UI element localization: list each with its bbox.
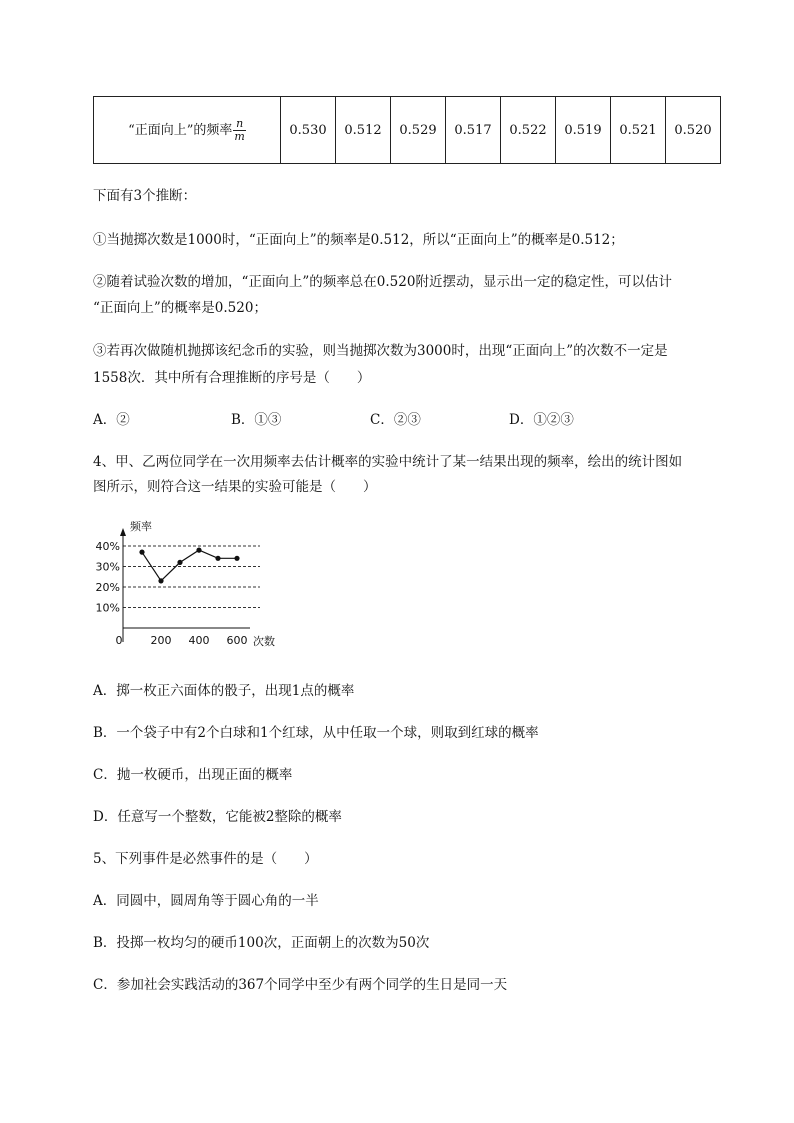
frequency-line-chart [90,512,290,652]
q3-inference-2-line-1: ②随着试验次数的增加，“正面向上”的频率总在0.520附近摆动，显示出一定的稳定性，可以估计 [93,274,672,290]
q3-intro: 下面有3个推断： [93,188,197,204]
series-line [142,550,237,581]
q5-option-c: C．参加社会实践活动的367个同学中至少有两个同学的生日是同一天 [93,977,508,993]
table-cell: 0.519 [556,97,611,164]
x-tick-labels [116,634,248,647]
y-axis-label: 频率 [130,520,152,533]
q3-option-b: B．①③ [231,412,282,428]
q4-option-a: A．掷一枚正六面体的骰子，出现1点的概率 [93,683,355,699]
data-point [234,556,239,561]
q3-option-a: A．② [93,412,130,428]
q3-inference-1: ①当抛掷次数是1000时，“正面向上”的频率是0.512，所以“正面向上”的概率是0.512； [93,232,624,248]
q3-inference-3-line-2: 1558次．其中所有合理推断的序号是（ ） [93,370,371,386]
y-tick-label: 40% [95,540,120,553]
data-points [139,548,239,584]
x-tick-label: 600 [226,634,248,647]
fraction-numerator: n [233,118,245,131]
y-tick-label: 20% [95,581,120,594]
x-tick-label: 200 [150,634,172,647]
table-cell: 0.522 [501,97,556,164]
q4-stem-line-1: 4、甲、乙两位同学在一次用频率去估计概率的实验中统计了某一结果出现的频率，绘出的统计图如 [93,454,683,470]
fraction-denominator: m [234,129,245,143]
data-point [177,560,182,565]
q3-inference-3-line-1: ③若再次做随机抛掷该纪念币的实验，则当抛掷次数为3000时，出现“正面向上”的次数不一定是 [93,343,668,359]
data-point [215,556,220,561]
q3-inference-2-line-2: “正面向上”的概率是0.520； [93,300,267,316]
table-row [94,97,721,164]
q5-option-a: A．同圆中，圆周角等于圆心角的一半 [93,893,319,909]
x-axis-label: 次数 [253,635,275,648]
y-tick-label: 10% [95,601,120,615]
table-header-text: “正面向上”的频率 [128,122,233,138]
q5-option-b: B．投掷一枚均匀的硬币100次，正面朝上的次数为50次 [93,935,430,951]
q4-option-b: B．一个袋子中有2个白球和1个红球，从中任取一个球，则取到红球的概率 [93,725,539,741]
y-tick-label: 30% [95,560,120,574]
q3-option-c: C．②③ [370,412,421,428]
y-axis-arrow-icon [120,528,126,536]
table-cell: 0.530 [281,97,336,164]
q4-option-c: C．抛一枚硬币，出现正面的概率 [93,767,293,783]
q3-option-d: D．①②③ [509,412,574,428]
x-tick-label: 400 [188,634,210,647]
q5-stem: 5、下列事件是必然事件的是（ ） [93,851,318,867]
y-tick-labels [96,540,120,615]
table-cell: 0.520 [666,97,721,164]
table-cell: 0.521 [611,97,666,164]
table-cell: 0.512 [336,97,391,164]
data-point [196,548,201,553]
x-tick-label: 0 [115,634,123,647]
q4-option-d: D．任意写一个整数，它能被2整除的概率 [93,809,342,825]
data-point [158,578,163,583]
table-cell: 0.529 [391,97,446,164]
frequency-table [93,96,721,164]
fraction-n-over-m [233,118,245,143]
table-cell: 0.517 [446,97,501,164]
q4-stem-line-2: 图所示，则符合这一结果的实验可能是（ ） [93,479,377,495]
table-header-cell [94,97,281,164]
data-point [139,550,144,555]
